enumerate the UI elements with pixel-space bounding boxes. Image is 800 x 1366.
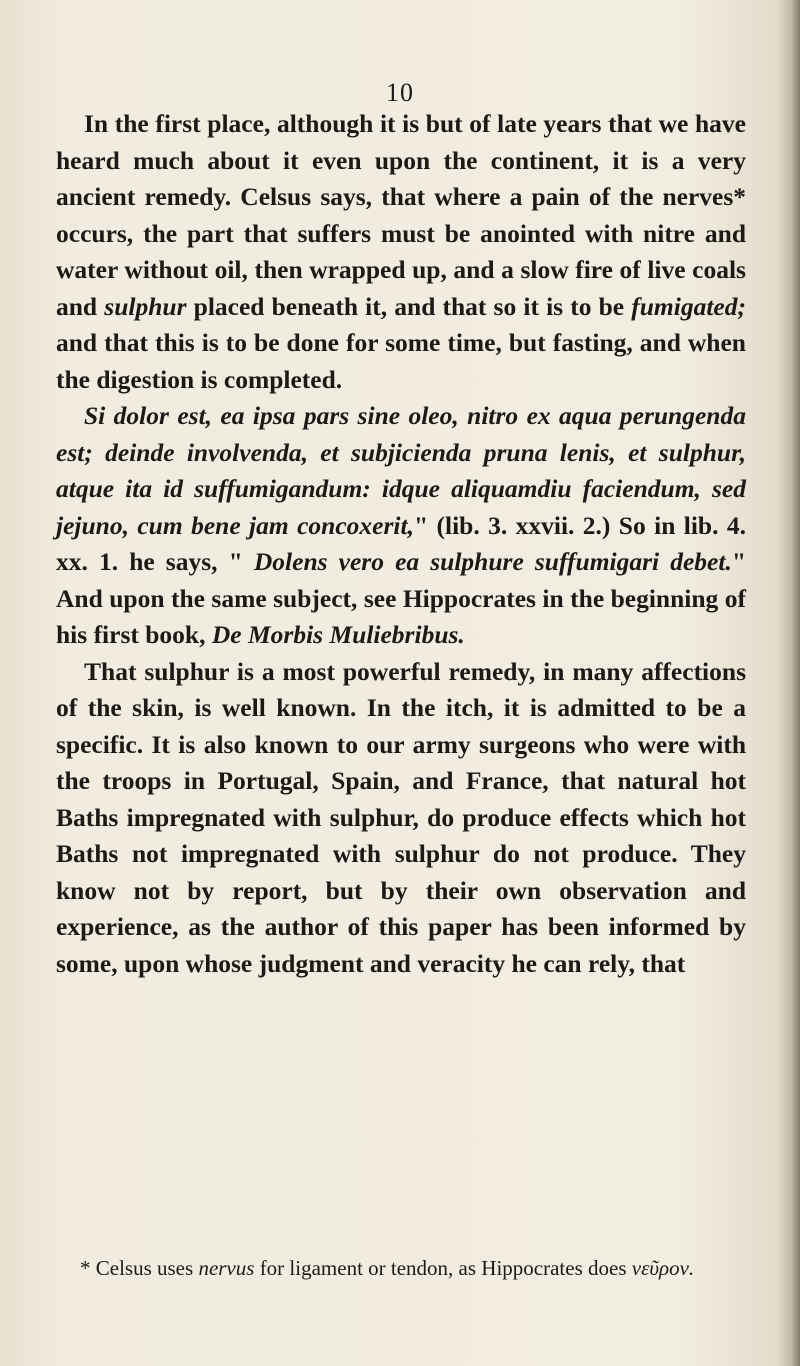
text-segment: and that this is to be done for some time, but fasting, and when the digestion is completed. bbox=[56, 328, 746, 394]
page-number: 10 bbox=[386, 78, 414, 107]
paragraph-1 bbox=[56, 106, 746, 398]
text-segment: " (lib. 3. xxvii. 2.) So in lib. 4. xx. 1. he says, " bbox=[56, 510, 746, 576]
text-segment: That sulphur is a most powerful remedy, in many affections of the skin, is well known. In the itch, it is admitted to be a specific. It is also known to our army surgeons who were with the troops in Portugal, Spain, and France, that natural hot Baths impregnated with sulphur, do produce effects which hot Baths not impregnated with sulphur do not produce. They know not by report, but by their own observation and experience, as the author of this paper has been informed by some, upon whose judgment and veracity he can rely, that bbox=[56, 656, 746, 978]
italic-segment: sulphur bbox=[104, 291, 187, 321]
italic-segment: Dolens vero ea sulphure suffumigari debet. bbox=[253, 547, 732, 576]
page-edge-shadow bbox=[778, 0, 800, 1366]
italic-segment: fumigated; bbox=[631, 291, 746, 321]
text-segment: " And upon the same subject, see Hippocrates in the beginning of his first book, bbox=[56, 547, 746, 649]
text-segment: * Celsus uses bbox=[80, 1256, 199, 1280]
footnote bbox=[56, 1253, 746, 1283]
footnote-text bbox=[56, 1253, 746, 1283]
body-text bbox=[56, 106, 746, 982]
italic-segment: nervus bbox=[198, 1256, 255, 1280]
italic-segment: De Morbis Muliebribus. bbox=[211, 620, 465, 649]
italic-segment: νεῦρον. bbox=[631, 1256, 695, 1280]
italic-segment: Si dolor est, ea ipsa pars sine oleo, nitro ex aqua perungenda est; deinde involvenda, et subjicienda pruna lenis, et sulphur, atque ita id suffumigandum: idque aliquamdiu faciendum, sed jejuno, cum bene jam concoxerit, bbox=[56, 401, 746, 540]
paragraph-3 bbox=[56, 654, 746, 983]
text-segment: In the first place, although it is but of late years that we have heard much about it even upon the continent, it is a very ancient remedy. Celsus says, that where a pain of the nerves* occurs, the part that suffers must be anointed with nitre and water without oil, then wrapped up, and a slow fire of live coals and bbox=[56, 109, 746, 321]
paragraph-2-latin-quote bbox=[56, 398, 746, 654]
text-segment: placed beneath it, and that so it is to be bbox=[186, 291, 632, 321]
text-segment: for ligament or tendon, as Hippocrates does bbox=[254, 1256, 632, 1280]
